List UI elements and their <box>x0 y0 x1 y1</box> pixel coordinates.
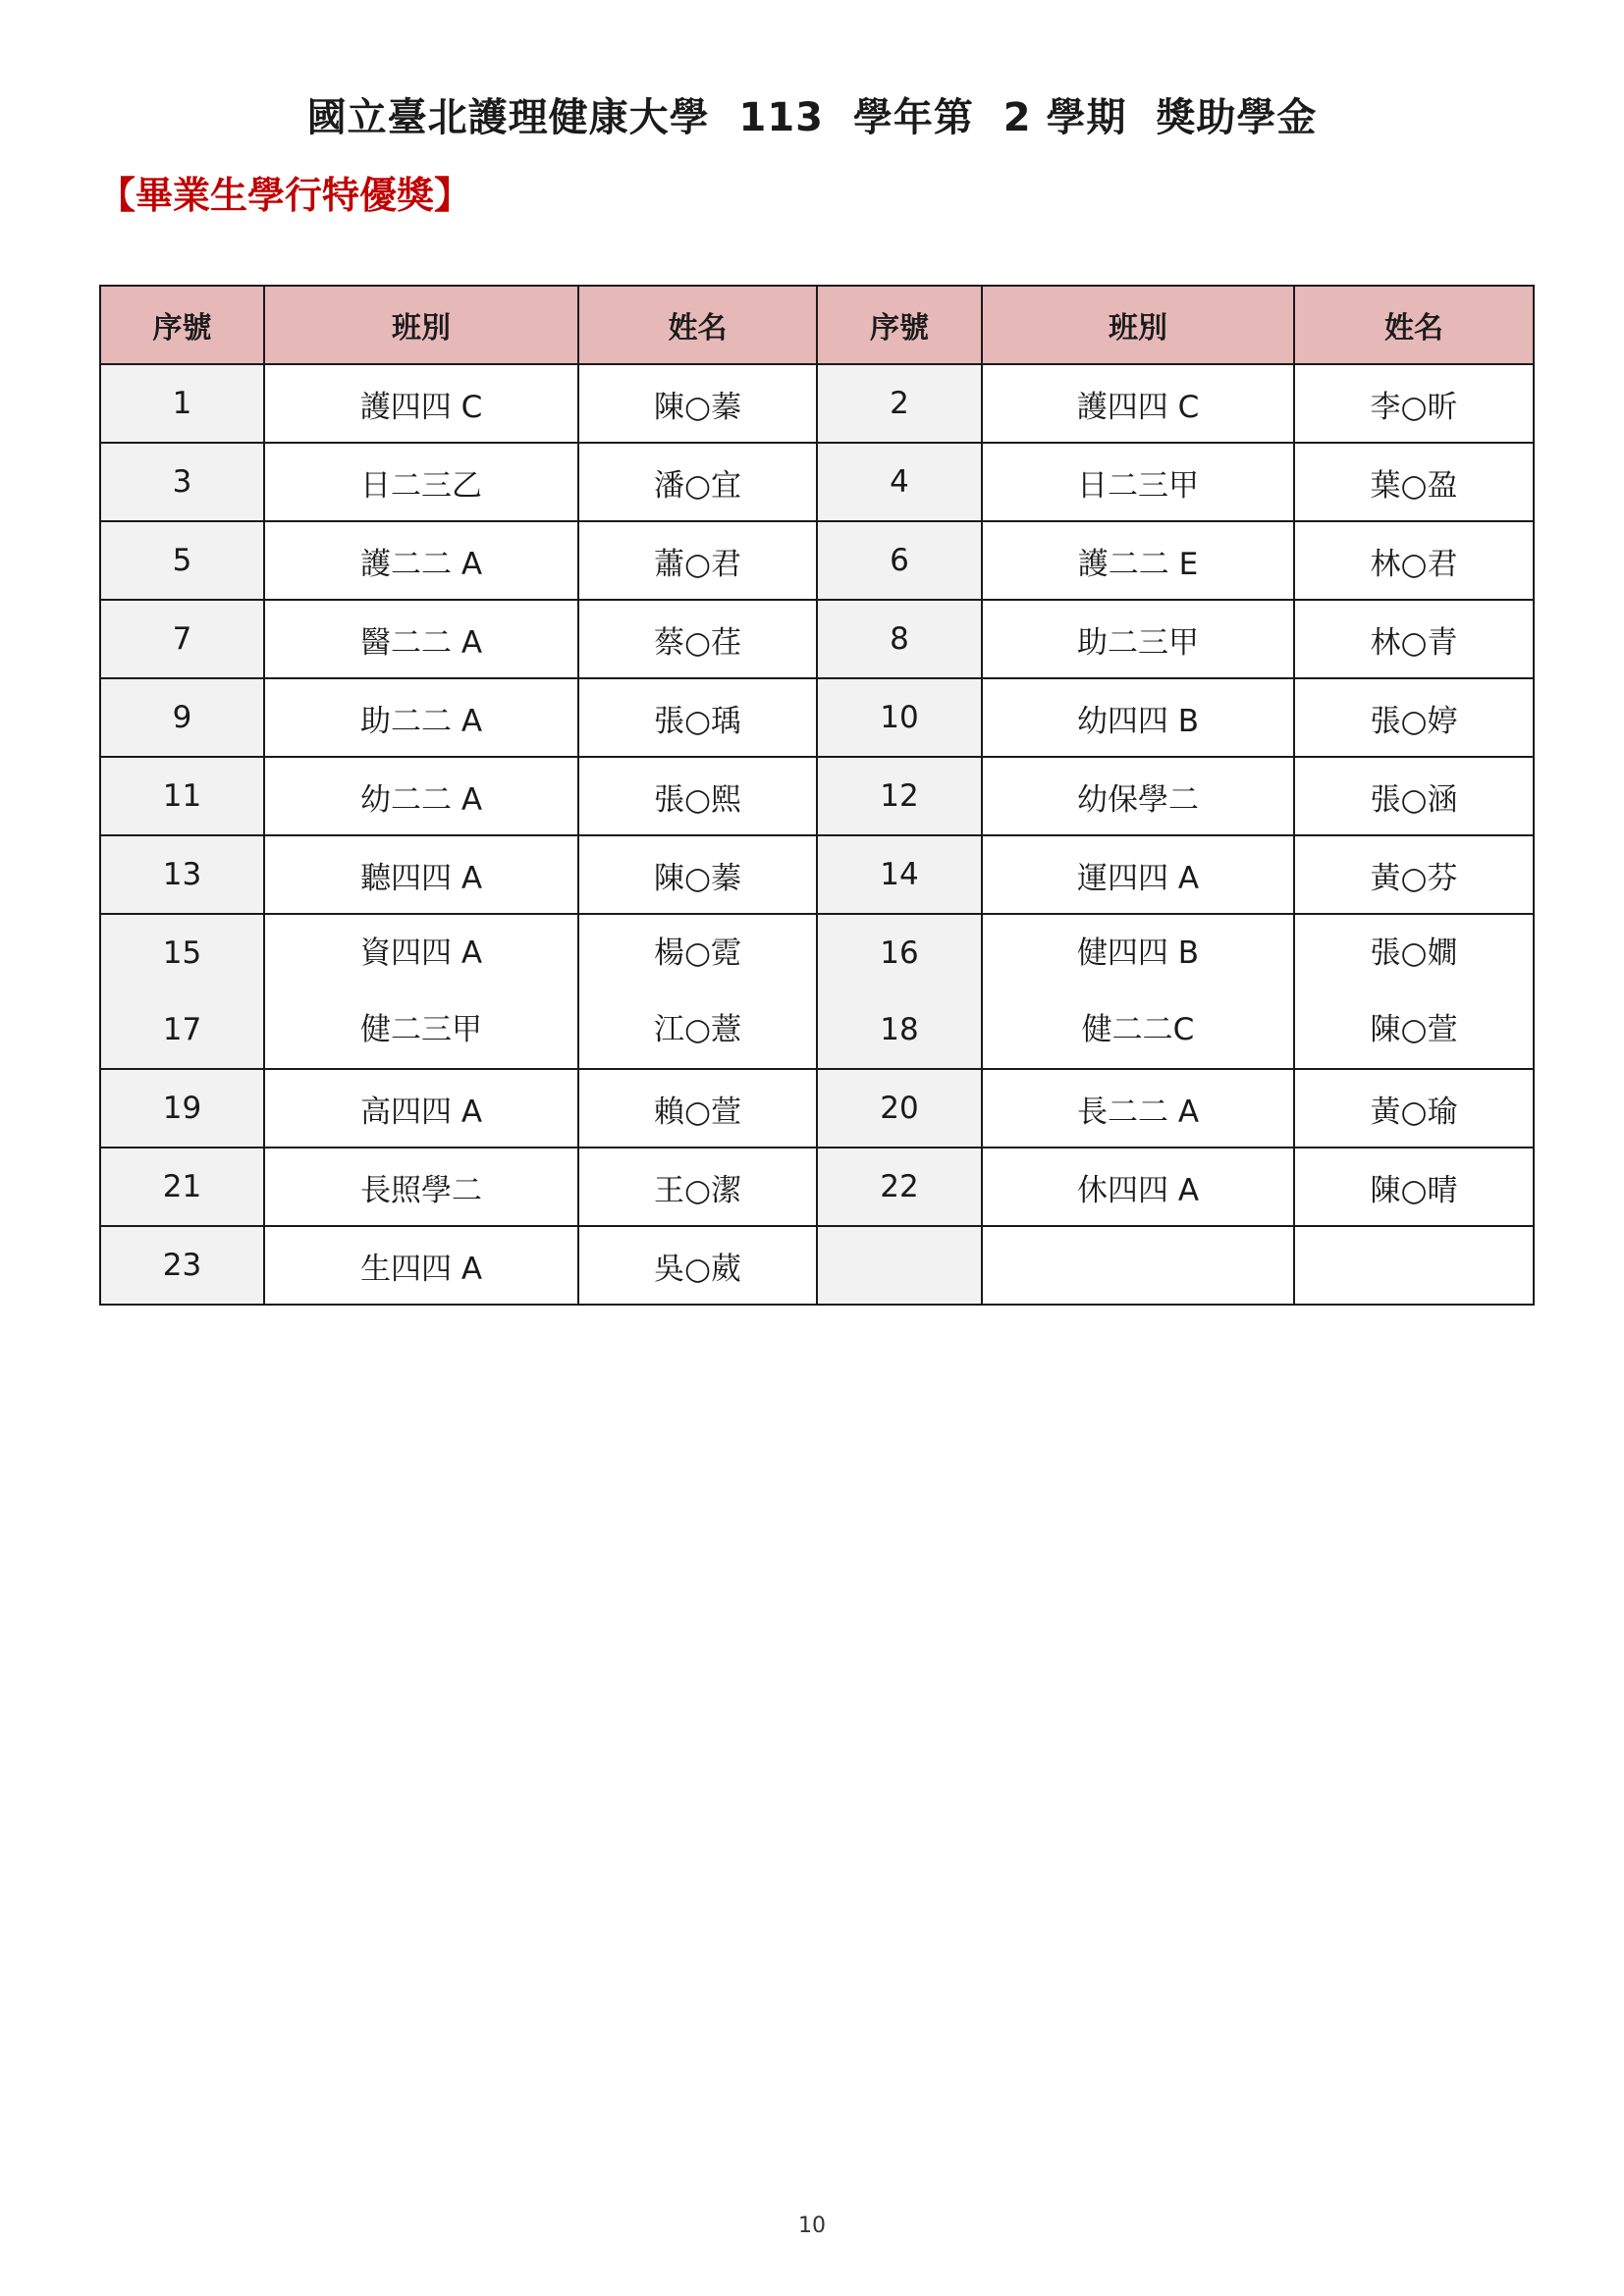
name-cell: 葉○盈 <box>1294 443 1534 521</box>
seq-cell: 11 <box>100 757 264 835</box>
table-header-row <box>100 286 1534 364</box>
class-cell: 日二三甲 <box>982 443 1294 521</box>
seq-cell: 22 <box>817 1148 982 1226</box>
header-class-left: 班別 <box>264 286 578 364</box>
class-cell: 護四四 C <box>982 364 1294 443</box>
seq-cell-empty <box>817 1226 982 1305</box>
name-cell: 吳○葳 <box>578 1226 817 1305</box>
table-row <box>100 678 1534 757</box>
class-cell: 醫二二 A <box>264 600 578 678</box>
seq-cell: 12 <box>817 757 982 835</box>
seq-cell: 6 <box>817 521 982 600</box>
class-cell: 休四四 A <box>982 1148 1294 1226</box>
seq-cell: 7 <box>100 600 264 678</box>
class-cell: 生四四 A <box>264 1226 578 1305</box>
name-cell: 陳○蓁 <box>578 835 817 914</box>
header-name-right: 姓名 <box>1294 286 1534 364</box>
class-cell-merged <box>982 914 1294 1069</box>
name-cell: 蕭○君 <box>578 521 817 600</box>
class-line: 健二三甲 <box>360 1012 482 1047</box>
name-line: 陳○萱 <box>1370 1012 1458 1047</box>
class-cell: 幼保學二 <box>982 757 1294 835</box>
page-number: 10 <box>798 2214 826 2238</box>
table-row <box>100 757 1534 835</box>
class-cell-merged <box>264 914 578 1069</box>
class-cell: 長照學二 <box>264 1148 578 1226</box>
seq-line: 18 <box>880 1012 919 1047</box>
name-cell: 陳○晴 <box>1294 1148 1534 1226</box>
class-cell: 助二二 A <box>264 678 578 757</box>
award-table <box>99 285 1535 1306</box>
class-cell: 聽四四 A <box>264 835 578 914</box>
name-cell: 林○青 <box>1294 600 1534 678</box>
class-cell: 幼四四 B <box>982 678 1294 757</box>
name-cell: 張○婷 <box>1294 678 1534 757</box>
name-cell-empty <box>1294 1226 1534 1305</box>
name-cell: 李○昕 <box>1294 364 1534 443</box>
seq-cell: 5 <box>100 521 264 600</box>
header-seq-right: 序號 <box>817 286 982 364</box>
seq-cell-merged <box>817 914 982 1069</box>
seq-cell: 14 <box>817 835 982 914</box>
section-title: 【畢業生學行特優獎】 <box>98 174 472 217</box>
class-cell: 護二二 A <box>264 521 578 600</box>
header-seq-left: 序號 <box>100 286 264 364</box>
class-line: 健二二C <box>1081 1012 1195 1047</box>
class-cell: 運四四 A <box>982 835 1294 914</box>
class-cell: 助二三甲 <box>982 600 1294 678</box>
table-row <box>100 1226 1534 1305</box>
name-line: 楊○霓 <box>653 935 742 971</box>
seq-cell: 21 <box>100 1148 264 1226</box>
class-cell: 長二二 A <box>982 1069 1294 1148</box>
class-cell: 幼二二 A <box>264 757 578 835</box>
name-cell: 林○君 <box>1294 521 1534 600</box>
header-class-right: 班別 <box>982 286 1294 364</box>
seq-cell: 20 <box>817 1069 982 1148</box>
seq-cell: 2 <box>817 364 982 443</box>
class-cell: 護二二 E <box>982 521 1294 600</box>
name-cell: 黃○芬 <box>1294 835 1534 914</box>
class-cell-empty <box>982 1226 1294 1305</box>
header-name-left: 姓名 <box>578 286 817 364</box>
name-cell: 黃○瑜 <box>1294 1069 1534 1148</box>
name-cell: 張○熙 <box>578 757 817 835</box>
name-cell: 蔡○荏 <box>578 600 817 678</box>
table-row <box>100 364 1534 443</box>
table-row <box>100 600 1534 678</box>
table-row <box>100 1069 1534 1148</box>
name-cell: 張○涵 <box>1294 757 1534 835</box>
class-cell: 護四四 C <box>264 364 578 443</box>
seq-cell: 4 <box>817 443 982 521</box>
seq-cell: 8 <box>817 600 982 678</box>
name-cell: 賴○萱 <box>578 1069 817 1148</box>
seq-cell-merged <box>100 914 264 1069</box>
name-cell-merged <box>1294 914 1534 1069</box>
name-line: 張○嫺 <box>1370 935 1458 971</box>
table-row <box>100 443 1534 521</box>
name-cell: 陳○蓁 <box>578 364 817 443</box>
name-cell: 潘○宜 <box>578 443 817 521</box>
seq-cell: 23 <box>100 1226 264 1305</box>
name-cell: 張○瑀 <box>578 678 817 757</box>
name-cell-merged <box>578 914 817 1069</box>
seq-cell: 9 <box>100 678 264 757</box>
table-row <box>100 1148 1534 1226</box>
document-title: 國立臺北護理健康大學 113 學年第 2 學期 獎助學金 <box>306 95 1318 140</box>
class-line: 資四四 A <box>359 935 483 971</box>
seq-cell: 3 <box>100 443 264 521</box>
table-row <box>100 521 1534 600</box>
class-line: 健四四 B <box>1076 935 1200 971</box>
table-row <box>100 835 1534 914</box>
class-cell: 高四四 A <box>264 1069 578 1148</box>
class-cell: 日二三乙 <box>264 443 578 521</box>
seq-line: 15 <box>162 935 202 971</box>
seq-cell: 13 <box>100 835 264 914</box>
seq-cell: 1 <box>100 364 264 443</box>
name-cell: 王○潔 <box>578 1148 817 1226</box>
table-row-merged <box>100 914 1534 1069</box>
name-line: 江○薏 <box>653 1012 742 1047</box>
seq-cell: 19 <box>100 1069 264 1148</box>
seq-line: 17 <box>162 1012 202 1047</box>
seq-line: 16 <box>880 935 919 971</box>
seq-cell: 10 <box>817 678 982 757</box>
